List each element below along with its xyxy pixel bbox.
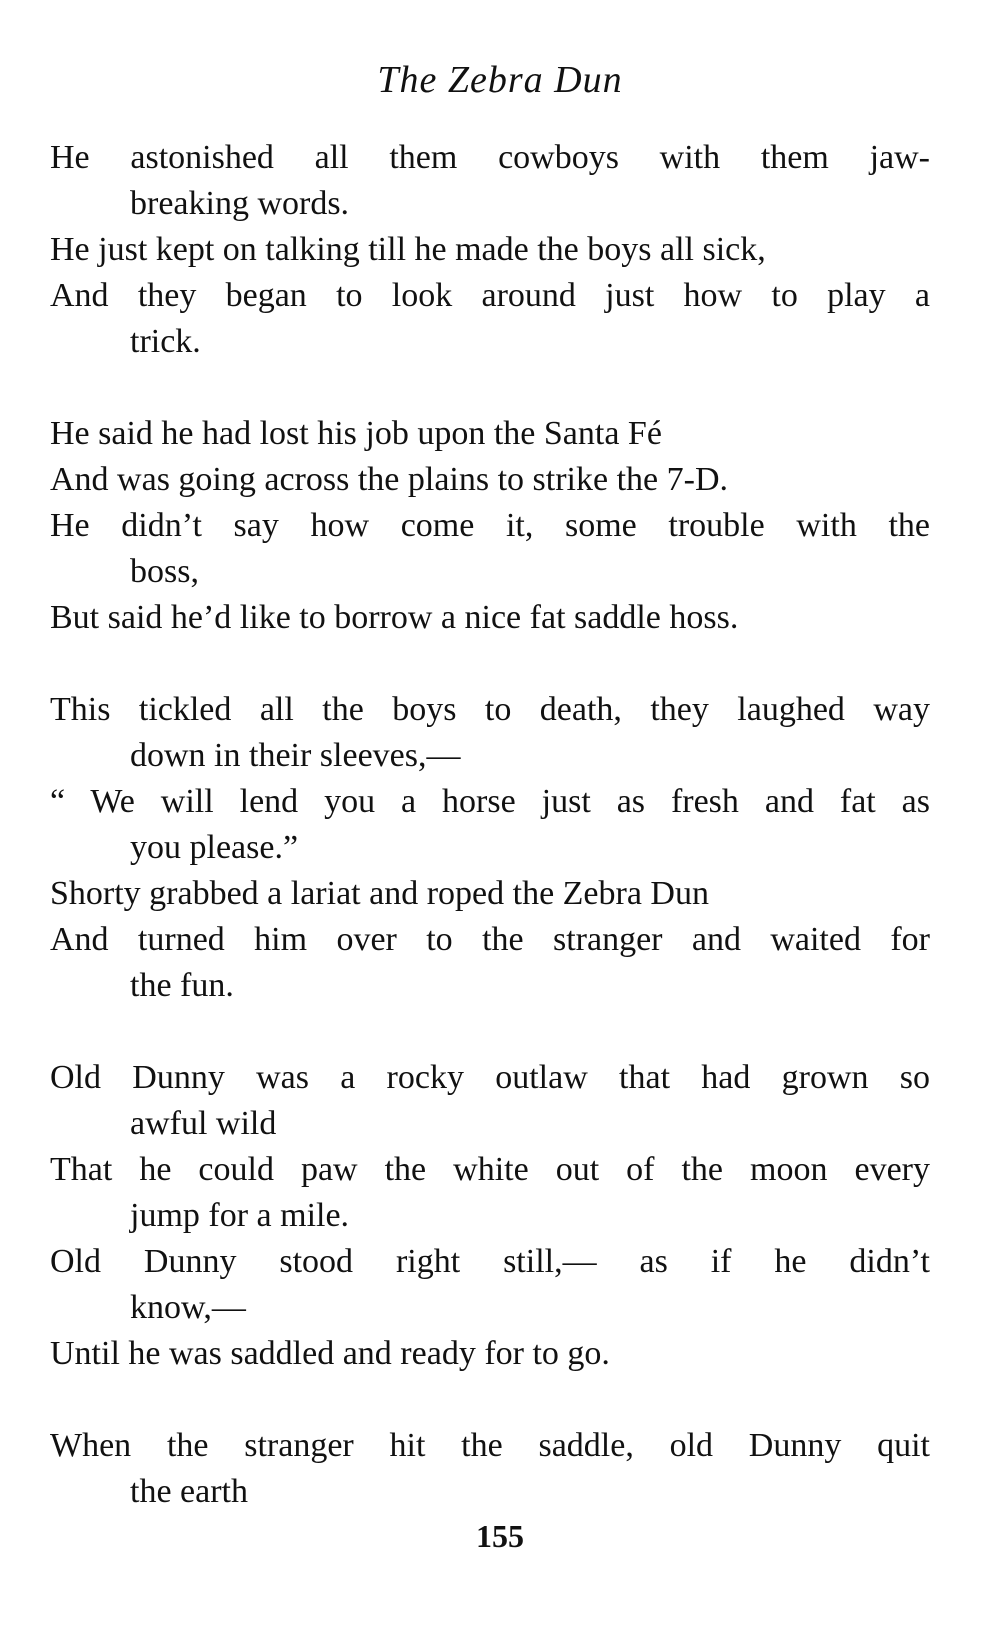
verse-line-text: “ We will lend you a horse just as fresh and fat as bbox=[50, 783, 930, 820]
verse-line-text: That he could paw the white out of the moon every bbox=[50, 1151, 930, 1188]
verse-line-continuation: trick. bbox=[130, 323, 201, 360]
verse-line bbox=[50, 779, 930, 871]
verse-line-text: Shorty grabbed a lariat and roped the Zebra Dun bbox=[50, 875, 709, 912]
stanza bbox=[50, 1423, 930, 1515]
verse-line bbox=[50, 1239, 930, 1331]
verse-line-text: Old Dunny was a rocky outlaw that had grown so bbox=[50, 1059, 930, 1096]
stanza bbox=[50, 687, 930, 1009]
verse-line-continuation: jump for a mile. bbox=[130, 1197, 350, 1234]
page-number: 155 bbox=[476, 1518, 524, 1554]
verse-line bbox=[50, 457, 930, 503]
verse-line bbox=[50, 1055, 930, 1147]
verse-line-text: And they began to look around just how to play a bbox=[50, 277, 930, 314]
verse-line-continuation: the fun. bbox=[130, 967, 234, 1004]
verse-line-text: He didn’t say how come it, some trouble with the bbox=[50, 507, 930, 544]
verse-line-continuation: awful wild bbox=[130, 1105, 277, 1142]
verse-line-text: He said he had lost his job upon the Santa Fé bbox=[50, 415, 662, 452]
verse-line bbox=[50, 411, 930, 457]
verse-line-text: Until he was saddled and ready for to go. bbox=[50, 1335, 610, 1372]
verse-line-continuation: down in their sleeves,— bbox=[130, 737, 461, 774]
running-head: The Zebra Dun bbox=[377, 59, 623, 101]
verse-line bbox=[50, 1423, 930, 1515]
verse-line bbox=[50, 227, 930, 273]
verse-line bbox=[50, 917, 930, 1009]
verse-line-text: Old Dunny stood right still,— as if he didn’t bbox=[50, 1243, 930, 1280]
verse-line-text: This tickled all the boys to death, they laughed way bbox=[50, 691, 930, 728]
poem-body bbox=[50, 135, 930, 1561]
verse-line-continuation: breaking words. bbox=[130, 185, 350, 222]
verse-line bbox=[50, 135, 930, 227]
verse-line bbox=[50, 871, 930, 917]
verse-line-continuation: boss, bbox=[130, 553, 199, 590]
verse-line-text: He just kept on talking till he made the boys all sick, bbox=[50, 231, 766, 268]
verse-line-text: But said he’d like to borrow a nice fat saddle hoss. bbox=[50, 599, 739, 636]
verse-line bbox=[50, 273, 930, 365]
verse-line-continuation: know,— bbox=[130, 1289, 246, 1326]
verse-line-text: When the stranger hit the saddle, old Dunny quit bbox=[50, 1427, 930, 1464]
stanza bbox=[50, 1055, 930, 1377]
stanza bbox=[50, 411, 930, 641]
verse-line-text: He astonished all them cowboys with them jaw- bbox=[50, 139, 930, 176]
verse-line-text: And was going across the plains to strike the 7-D. bbox=[50, 461, 728, 498]
stanza bbox=[50, 135, 930, 365]
verse-line bbox=[50, 1147, 930, 1239]
verse-line bbox=[50, 1331, 930, 1377]
verse-line-text: And turned him over to the stranger and waited for bbox=[50, 921, 930, 958]
verse-line bbox=[50, 503, 930, 595]
verse-line bbox=[50, 687, 930, 779]
verse-line bbox=[50, 595, 930, 641]
verse-line-continuation: the earth bbox=[130, 1473, 248, 1510]
verse-line-continuation: you please.” bbox=[130, 829, 299, 866]
